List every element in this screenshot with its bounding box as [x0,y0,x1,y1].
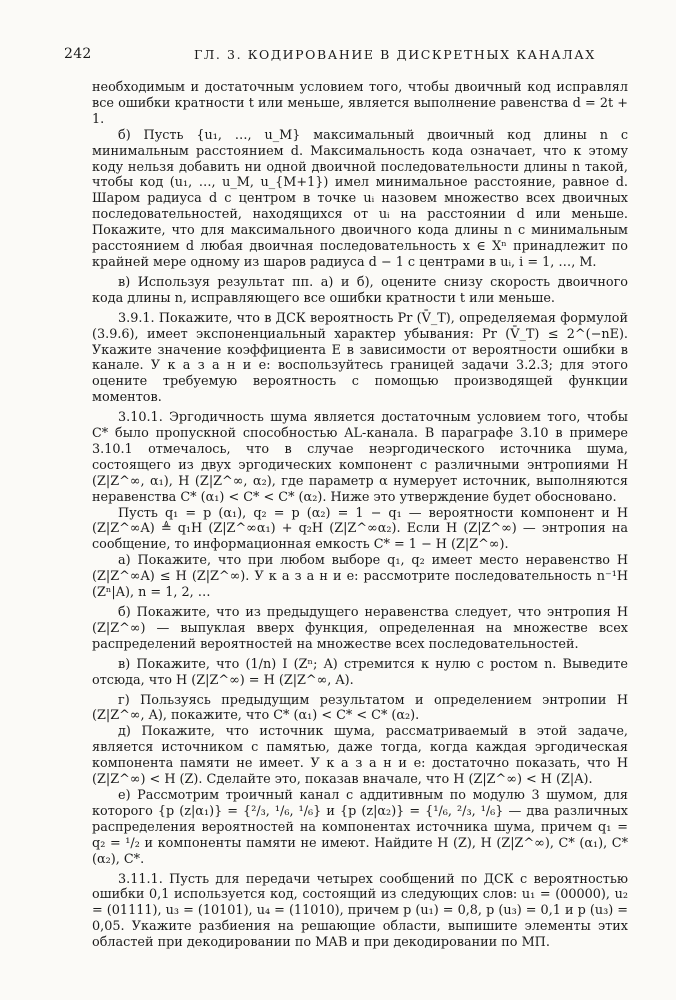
paragraph: в) Используя результат пп. а) и б), оцените снизу скорость двоичного кода длины n, исправляющего все ошибки кратности t или меньше. [92,274,628,306]
paragraph: б) Пусть {u₁, …, u_M} максимальный двоичный код длины n с минимальным расстоянием d. Максимальность кода означает, что к этому коду нельзя добавить ни одной двоичной последовательности длины n такой, чтобы код (u₁, …, u_M, u_{M+1}) имел минимальное расстояние, равное d. Шаром радиуса d с центром в точке uᵢ назовем множество всех двоичных последовательностей, находящихся от uᵢ на расстоянии d или меньше. Покажите, что для максимального двоичного кода длины n с минимальным расстоянием d любая двоичная последовательность x ∈ Xⁿ принадлежит по крайней мере одному из шаров радиуса d − 1 с центрами в uᵢ, i = 1, …, M. [92,127,628,270]
paragraph: Пусть q₁ = p (α₁), q₂ = p (α₂) = 1 − q₁ — вероятности компонент и H (Z|Z^∞A) ≜ q₁H (Z|Z^∞α₁) + q₂H (Z|Z^∞α₂). Если H (Z|Z^∞) — энтропия на сообщение, то информационная емкость C* = 1 − H (Z|Z^∞). [92,505,628,553]
page-number: 242 [64,46,92,62]
paragraph: в) Покажите, что (1/n) I (Zⁿ; A) стремится к нулю с ростом n. Выведите отсюда, что H (Z|Z^∞) = H (Z|Z^∞, A). [92,656,628,688]
paragraph: а) Покажите, что при любом выборе q₁, q₂ имеет место неравенство H (Z|Z^∞A) ≤ H (Z|Z^∞). У к а з а н и е: рассмотрите последовательность n⁻¹H (Zⁿ|A), n = 1, 2, … [92,553,628,601]
page-body [92,80,628,951]
problem-3-10-1: 3.10.1. Эргодичность шума является достаточным условием того, чтобы C* было пропускной способностью AL-канала. В параграфе 3.10 в примере 3.10.1 отмечалось, что в случае неэргодического источника шума, состоящего из двух эргодических компонент с различными энтропиями H (Z|Z^∞, α₁), H (Z|Z^∞, α₂), где параметр α нумерует источник, выполняются неравенства C* (α₁) < C* < C* (α₂). Ниже это утверждение будет обосновано. [92,410,628,505]
problem-3-9-1: 3.9.1. Покажите, что в ДСК вероятность Pr (V̄_T), определяемая формулой (3.9.6), имеет экспоненциальный характер убывания: Pr (V̄_T) ≤ 2^(−nE). Укажите значение коэффициента E в зависимости от вероятности ошибки в канале. У к а з а н и е: воспользуйтесь границей задачи 3.2.3; для этого оцените требуемую вероятность с помощью производящей функции моментов. [92,310,628,406]
running-title: ГЛ. 3. КОДИРОВАНИЕ В ДИСКРЕТНЫХ КАНАЛАХ [194,47,596,62]
paragraph: необходимым и достаточным условием того, чтобы двоичный код исправлял все ошибки кратности t или меньше, является выполнение равенства d = 2t + 1. [92,80,628,127]
paragraph: г) Пользуясь предыдущим результатом и определением энтропии H (Z|Z^∞, A), покажите, что C* (α₁) < C* < C* (α₂). [92,692,628,724]
paragraph: д) Покажите, что источник шума, рассматриваемый в этой задаче, является источником с памятью, даже тогда, когда каждая эргодическая компонента памяти не имеет. У к а з а н и е: достаточно показать, что H (Z|Z^∞) < H (Z). Сделайте это, показав вначале, что H (Z|Z^∞) < H (Z|A). [92,724,628,788]
page-header [64,46,624,64]
paragraph: е) Рассмотрим троичный канал с аддитивным по модулю 3 шумом, для которого {p (z|α₁)} = {²/₃, ¹/₆, ¹/₆} и {p (z|α₂)} = {¹/₆, ²/₃, ¹/₆} — два различных распределения вероятностей на компонентах источника шума, причем q₁ = q₂ = ¹/₂ и компоненты памяти не имеют. Найдите H (Z), H (Z|Z^∞), C* (α₁), C* (α₂), C*. [92,787,628,867]
problem-3-11-1: 3.11.1. Пусть для передачи четырех сообщений по ДСК с вероятностью ошибки 0,1 используется код, состоящий из следующих слов: u₁ = (00000), u₂ = (01111), u₃ = (10101), u₄ = (11010), причем p (u₁) = 0,8, p (u₃) = 0,1 и p (u₃) = 0,05. Укажите разбиения на решающие области, выпишите элементы этих областей при декодировании по МАВ и при декодировании по МП. [92,871,628,951]
paragraph: б) Покажите, что из предыдущего неравенства следует, что энтропия H (Z|Z^∞) — выпуклая вверх функция, определенная на множестве всех распределений вероятностей на множестве всех последовательностей. [92,605,628,652]
